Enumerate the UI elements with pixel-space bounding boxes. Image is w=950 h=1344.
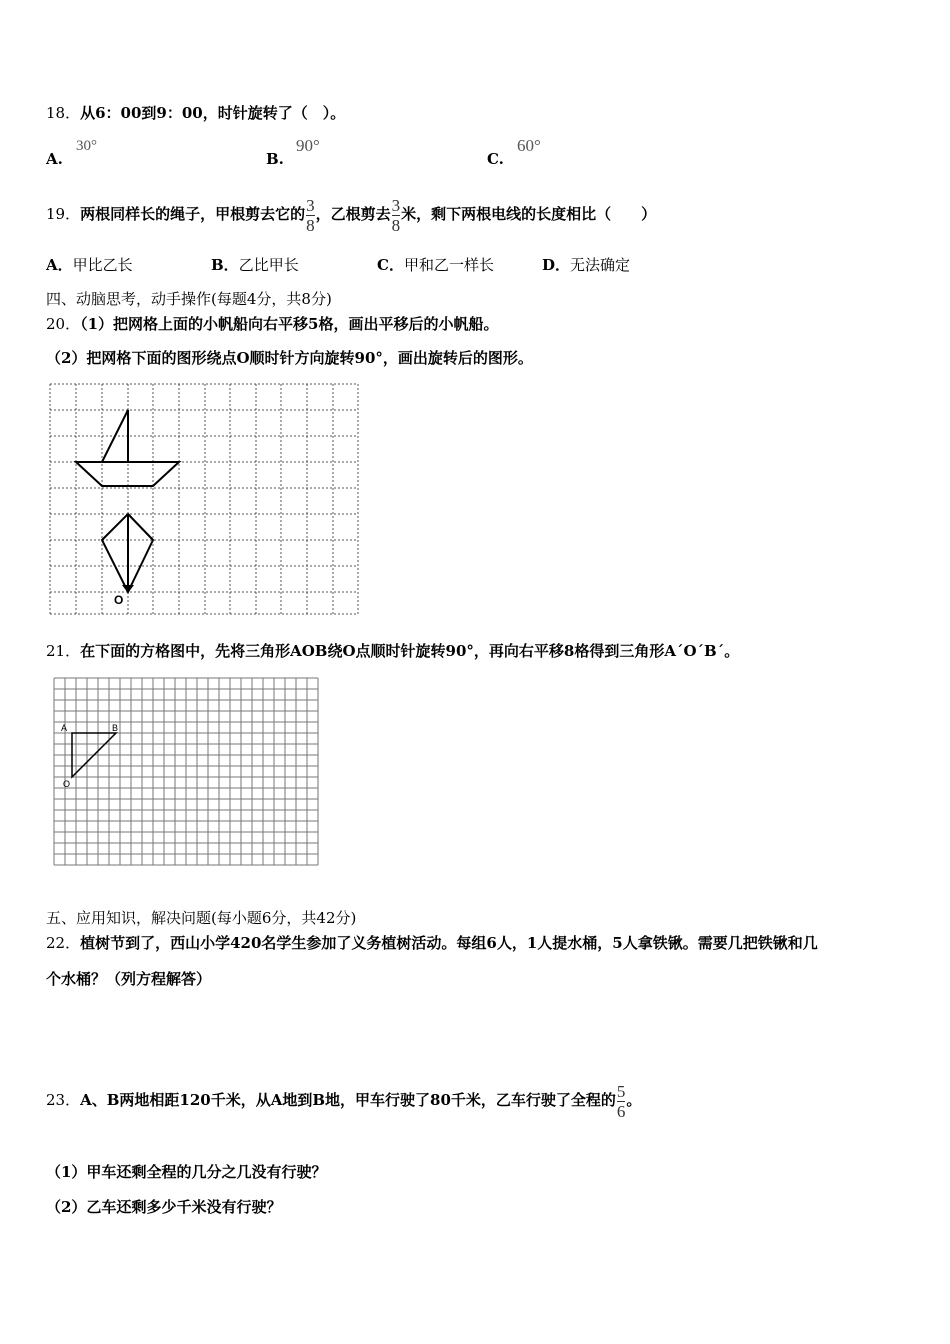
q18-option-b-value: 90° bbox=[296, 136, 320, 155]
q19-text-a: 两根同样长的绳子，甲根剪去它的 bbox=[80, 205, 306, 223]
q20-grid-figure bbox=[48, 382, 362, 618]
q23-part1: （1）甲车还剩全程的几分之几没有行驶？ bbox=[46, 1163, 327, 1181]
q18-option-c: C. bbox=[487, 150, 504, 168]
q19-number: 19． bbox=[46, 205, 81, 223]
q19-option-b: B．乙比甲长 bbox=[211, 256, 299, 274]
label-o: O bbox=[63, 779, 71, 789]
section-5-title: 五、应用知识，解决问题(每小题6分，共42分) bbox=[46, 909, 357, 927]
q18-stem bbox=[46, 102, 345, 123]
q20-number: 20． bbox=[46, 315, 81, 333]
q19-option-a: A．甲比乙长 bbox=[46, 256, 133, 274]
section-4-title: 四、动脑思考，动手操作(每题4分，共8分) bbox=[46, 290, 332, 308]
q19-fraction-2: $\frac{3}{8}$ bbox=[391, 195, 401, 235]
q18-option-a: A. bbox=[46, 150, 63, 168]
q18-option-a-value: 30° bbox=[76, 138, 97, 154]
q23-part2: （2）乙车还剩多少千米没有行驶？ bbox=[46, 1198, 282, 1216]
q19-fraction-1: $\frac{3}{8}$ bbox=[306, 195, 315, 235]
q21-stem: 21．在下面的方格图中，先将三角形AOB绕O点顺时针旋转90°，再向右平移8格得到三角形A´O´B´。 bbox=[46, 642, 740, 660]
q19-text-c: 米，剩下两根电线的长度相比（ ） bbox=[401, 205, 657, 223]
label-a: A bbox=[61, 723, 68, 733]
q23-fraction: $\frac{5}{6}$ bbox=[616, 1081, 626, 1121]
q21-number: 21． bbox=[46, 642, 81, 660]
q23-number: 23． bbox=[46, 1091, 81, 1109]
q18-option-c-value: 60° bbox=[517, 136, 541, 155]
q21-grid-figure bbox=[50, 674, 324, 866]
sailboat-shape bbox=[76, 410, 179, 486]
q21-grid-lines bbox=[54, 678, 318, 865]
label-b: B bbox=[112, 723, 119, 733]
q19-option-d: D．无法确定 bbox=[542, 256, 631, 274]
q18-number: 18． bbox=[46, 104, 81, 122]
q21-grid bbox=[54, 678, 318, 865]
q19-text-b: ，乙根剪去 bbox=[315, 205, 391, 223]
q18-text: 从6：00到9：00，时针旋转了（ ）。 bbox=[80, 104, 346, 122]
q22-line1: 22．植树节到了，西山小学420名学生参加了义务植树活动。每组6人，1人提水桶，5人拿铁锹。需要几把铁锹和几 bbox=[46, 934, 818, 952]
q22-line2: 个水桶？（列方程解答） bbox=[46, 970, 212, 988]
q20-part2: （2）把网格下面的图形绕点O顺时针方向旋转90°，画出旋转后的图形。 bbox=[46, 349, 533, 367]
q22-number: 22． bbox=[46, 934, 81, 952]
q19-stem bbox=[46, 194, 656, 234]
q23-stem: 23．A、B两地相距120千米，从A地到B地，甲车行驶了80千米，乙车行驶了全程的$\frac{5}{6}$。 bbox=[46, 1081, 642, 1121]
q19-option-c: C．甲和乙一样长 bbox=[377, 256, 494, 274]
q20-grid bbox=[50, 384, 358, 614]
q20-part1: 20．（1）把网格上面的小帆船向右平移5格，画出平移后的小帆船。 bbox=[46, 315, 499, 333]
q18-option-b: B. bbox=[266, 150, 284, 168]
point-o-label: O bbox=[114, 593, 124, 607]
kite-shape bbox=[102, 514, 153, 592]
